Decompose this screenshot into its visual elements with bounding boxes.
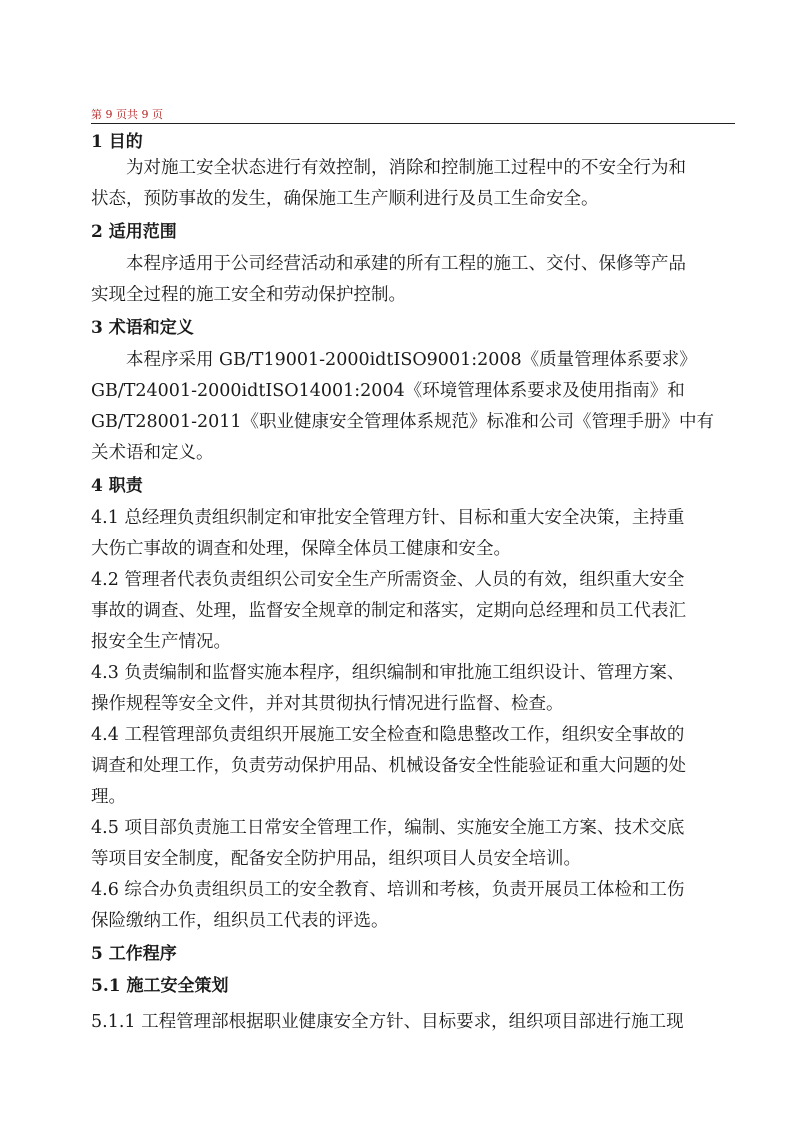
text-line: 等项目安全制度，配备安全防护用品，组织项目人员安全培训。 xyxy=(91,849,581,869)
text-line: 4.1 总经理负责组织制定和审批安全管理方针、目标和重大安全决策，主持重 xyxy=(91,508,685,528)
text-line: 操作规程等安全文件，并对其贯彻执行情况进行监督、检查。 xyxy=(91,694,564,714)
duty-item xyxy=(91,658,735,720)
duty-item xyxy=(91,503,735,565)
text-line: GB/T24001-2000idtISO14001:2004《环境管理体系要求及使用指南》和 xyxy=(91,381,685,401)
duty-item xyxy=(91,720,735,813)
text-line: 实现全过程的施工安全和劳动保护控制。 xyxy=(91,285,406,305)
section-4-text xyxy=(91,503,735,937)
text-line: 本程序采用 GB/T19001-2000idtISO9001:2008《质量管理体系要求》 xyxy=(126,350,697,370)
section-1-text xyxy=(91,153,735,215)
duty-item xyxy=(91,875,735,937)
text-line: 4.3 负责编制和监督实施本程序，组织编制和审批施工组织设计、管理方案、 xyxy=(91,663,685,683)
page-number-header: 第 9 页共 9 页 xyxy=(91,108,163,121)
duty-item xyxy=(91,565,735,658)
text-line: 关术语和定义。 xyxy=(91,443,214,463)
section-1-heading: 1 目的 xyxy=(91,132,143,152)
text-line: 事故的调查、处理，监督安全规章的制定和落实，定期向总经理和员工代表汇 xyxy=(91,601,686,621)
text-line: 本程序适用于公司经营活动和承建的所有工程的施工、交付、保修等产品 xyxy=(126,254,686,274)
text-line: 保险缴纳工作，组织员工代表的评选。 xyxy=(91,911,389,931)
text-line: 4.4 工程管理部负责组织开展施工安全检查和隐患整改工作，组织安全事故的 xyxy=(91,725,685,745)
duty-item xyxy=(91,813,735,875)
text-line: 大伤亡事故的调查和处理，保障全体员工健康和安全。 xyxy=(91,539,511,559)
text-line: 4.5 项目部负责施工日常安全管理工作，编制、实施安全施工方案、技术交底 xyxy=(91,818,685,838)
section-3-heading: 3 术语和定义 xyxy=(91,318,194,338)
section-5-text xyxy=(91,1007,735,1038)
text-line: 4.2 管理者代表负责组织公司安全生产所需资金、人员的有效，组织重大安全 xyxy=(91,570,685,590)
text-line: 4.6 综合办负责组织员工的安全教育、培训和考核，负责开展员工体检和工伤 xyxy=(91,880,685,900)
header-rule xyxy=(91,123,735,124)
document-body xyxy=(91,131,735,1038)
section-5-1-heading: 5.1 施工安全策划 xyxy=(91,976,229,996)
section-3-text xyxy=(91,345,735,469)
text-line: 5.1.1 工程管理部根据职业健康安全方针、目标要求，组织项目部进行施工现 xyxy=(91,1012,684,1032)
text-line: GB/T28001-2011《职业健康安全管理体系规范》标准和公司《管理手册》中有 xyxy=(91,412,715,432)
text-line: 调查和处理工作，负责劳动保护用品、机械设备安全性能验证和重大问题的处 xyxy=(91,756,686,776)
section-5-heading: 5 工作程序 xyxy=(91,944,177,964)
text-line: 状态，预防事故的发生，确保施工生产顺利进行及员工生命安全。 xyxy=(91,189,599,209)
section-2-text xyxy=(91,249,735,311)
text-line: 报安全生产情况。 xyxy=(91,632,231,652)
section-2-heading: 2 适用范围 xyxy=(91,222,177,242)
section-4-heading: 4 职责 xyxy=(91,476,143,496)
text-line: 为对施工安全状态进行有效控制，消除和控制施工过程中的不安全行为和 xyxy=(126,158,686,178)
text-line: 理。 xyxy=(91,787,126,807)
